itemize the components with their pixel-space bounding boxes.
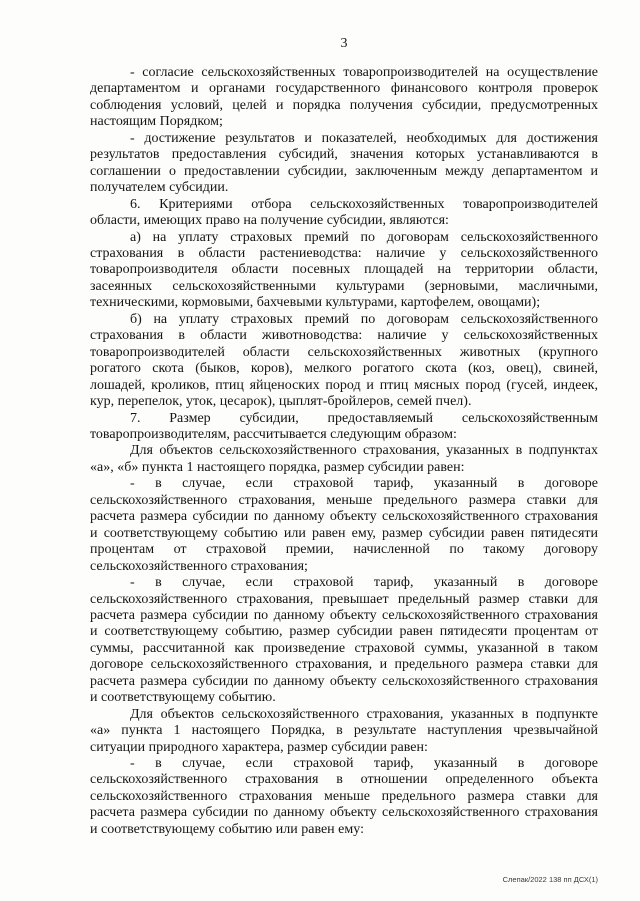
paragraph (90, 476, 598, 575)
text-line: и соответствующему событию. (90, 690, 276, 706)
text-line: департаментом и органами государственного финансового контроля проверок (90, 81, 598, 97)
text-line: процентам от страховой премии, начисленной по такому договору (90, 542, 598, 558)
paragraph (90, 707, 598, 756)
paragraph (90, 411, 598, 444)
page-number: 3 (340, 36, 348, 51)
text-line: области, имеющих право на получение субсидии, являются: (90, 213, 449, 229)
text-line: и соответствующему событию, размер субсидии равен пятидесяти процентам от (90, 624, 598, 640)
text-line: договоре сельскохозяйственного страхования, и предельного размера ставки для (90, 657, 598, 673)
text-line: Для объектов сельскохозяйственного страхования, указанных в подпунктах (130, 443, 598, 459)
text-line: рогатого скота (быков, коров), мелкого рогатого скота (коз, овец), свиней, (90, 361, 598, 377)
paragraph (90, 443, 598, 476)
text-line: засеянных сельскохозяйственными культурами (зерновыми, масличными, (90, 278, 598, 294)
paragraph (90, 230, 598, 312)
paragraph (90, 575, 598, 707)
text-line: соблюдения условий, целей и порядка получения субсидии, предусмотренных (90, 97, 598, 113)
text-line: и соответствующему событию или равен ему: (90, 821, 364, 837)
text-line: - согласие сельскохозяйственных товаропроизводителей на осуществление (130, 65, 598, 80)
text-line: - в случае, если страховой тариф, указанный в договоре (130, 476, 598, 492)
text-line: страхования в области растениеводства: наличие у сельскохозяйственного (90, 245, 598, 261)
text-line: суммы, рассчитанной как произведение страховой суммы, указанной в таком (90, 640, 598, 656)
text-line: 6. Критериями отбора сельскохозяйственных товаропроизводителей (130, 196, 598, 212)
text-line: результатов предоставления субсидий, значения которых устанавливаются в (90, 147, 598, 163)
paragraph (90, 756, 598, 838)
text-line: сельскохозяйственного страхования меньше предельного размера ставки для (90, 788, 598, 804)
text-line: сельскохозяйственного страхования в отношении определенного объекта (90, 772, 598, 788)
text-line: расчета размера субсидии по данному объекту сельскохозяйственного страхования (90, 509, 598, 525)
text-line: и соответствующему событию или равен ему, размер субсидии равен пятидесяти (90, 525, 598, 541)
text-line: сельскохозяйственного страхования, меньше предельного размера ставки для (90, 492, 598, 508)
document-footer-code: Слепак/2022 138 пп ДСХ(1) (502, 875, 598, 884)
text-line: - достижение результатов и показателей, необходимых для достижения (130, 130, 598, 146)
text-line: техническими, кормовыми, бахчевыми культурами, картофелем, овощами); (90, 295, 541, 311)
text-line: - в случае, если страховой тариф, указанный в договоре (130, 575, 598, 591)
text-line: «а» пункта 1 настоящего Порядка, в результате наступления чрезвычайной (90, 723, 598, 739)
text-line: б) на уплату страховых премий по договорам сельскохозяйственного (130, 311, 598, 327)
text-line: ситуации природного характера, размер субсидии равен: (90, 739, 428, 755)
text-line: кур, перепелок, уток, цесарок), цыплят-бройлеров, семей пчел). (90, 394, 472, 410)
document-body (90, 65, 598, 838)
paragraph (90, 312, 598, 411)
text-line: настоящим Порядком; (90, 114, 223, 130)
text-line: сельскохозяйственного страхования, превышает предельный размер ставки для (90, 591, 598, 607)
text-line: товаропроизводителей области сельскохозяйственных животных (крупного (90, 344, 598, 360)
text-line: страхования в области животноводства: наличие у сельскохозяйственных (90, 328, 598, 344)
text-line: сельскохозяйственного страхования; (90, 558, 308, 574)
text-line: расчета размера субсидии по данному объекту сельскохозяйственного страхования (90, 805, 598, 821)
paragraph (90, 65, 598, 131)
text-line: 7. Размер субсидии, предоставляемый сельскохозяйственным (130, 410, 598, 426)
text-line: товаропроизводителям, рассчитывается следующим образом: (90, 426, 457, 442)
text-line: расчета размера субсидии по данному объекту сельскохозяйственного страхования (90, 673, 598, 689)
text-line: получателем субсидии. (90, 180, 229, 196)
text-line: а) на уплату страховых премий по договорам сельскохозяйственного (130, 229, 598, 245)
text-line: «а», «б» пункта 1 настоящего порядка, размер субсидии равен: (90, 459, 465, 475)
text-line: - в случае, если страховой тариф, указанный в договоре (130, 756, 598, 772)
text-line: лошадей, кроликов, птиц яйценоских пород и птиц мясных пород (гусей, индеек, (90, 377, 598, 393)
text-line: Для объектов сельскохозяйственного страхования, указанных в подпункте (130, 706, 598, 722)
paragraph (90, 197, 598, 230)
text-line: соглашении о предоставлении субсидии, заключенным между департаментом и (90, 163, 598, 179)
paragraph (90, 131, 598, 197)
text-line: расчета размера субсидии по данному объекту сельскохозяйственного страхования (90, 607, 598, 623)
text-line: товаропроизводителя области посевных площадей на территории области, (90, 262, 598, 278)
